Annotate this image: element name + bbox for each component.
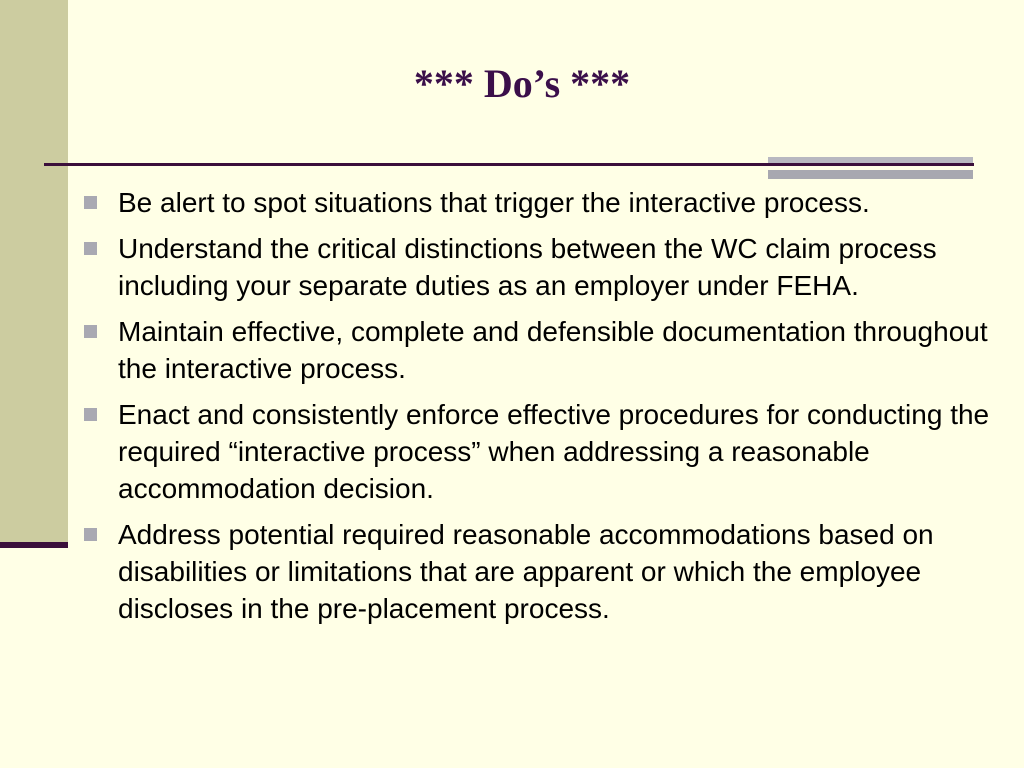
bullet-text: Enact and consistently enforce effective procedures for conducting the required “interactive process” when addressing a reasonable accommodation decision. <box>118 399 990 504</box>
accent-bar-bottom <box>768 170 973 179</box>
bullet-item <box>84 230 1014 304</box>
title-underline-rule <box>44 163 974 166</box>
bullet-item <box>84 516 1014 627</box>
bullet-text: Maintain effective, complete and defensible documentation throughout the interactive process. <box>118 316 988 384</box>
accent-bar-top <box>768 157 973 163</box>
bullet-text: Be alert to spot situations that trigger the interactive process. <box>118 187 870 218</box>
bullet-item <box>84 184 1014 221</box>
bullet-text: Address potential required reasonable accommodations based on disabilities or limitations that are apparent or which the employee discloses in the pre-placement process. <box>118 519 934 624</box>
left-band-rule <box>0 542 68 548</box>
square-bullet-icon <box>84 528 97 541</box>
square-bullet-icon <box>84 325 97 338</box>
square-bullet-icon <box>84 196 97 209</box>
bullet-list <box>84 184 1014 636</box>
bullet-item <box>84 313 1014 387</box>
bullet-item <box>84 396 1014 507</box>
bullet-text: Understand the critical distinctions between the WC claim process including your separate duties as an employer under FEHA. <box>118 233 937 301</box>
slide-title: *** Do’s *** <box>413 61 631 106</box>
square-bullet-icon <box>84 242 97 255</box>
square-bullet-icon <box>84 408 97 421</box>
